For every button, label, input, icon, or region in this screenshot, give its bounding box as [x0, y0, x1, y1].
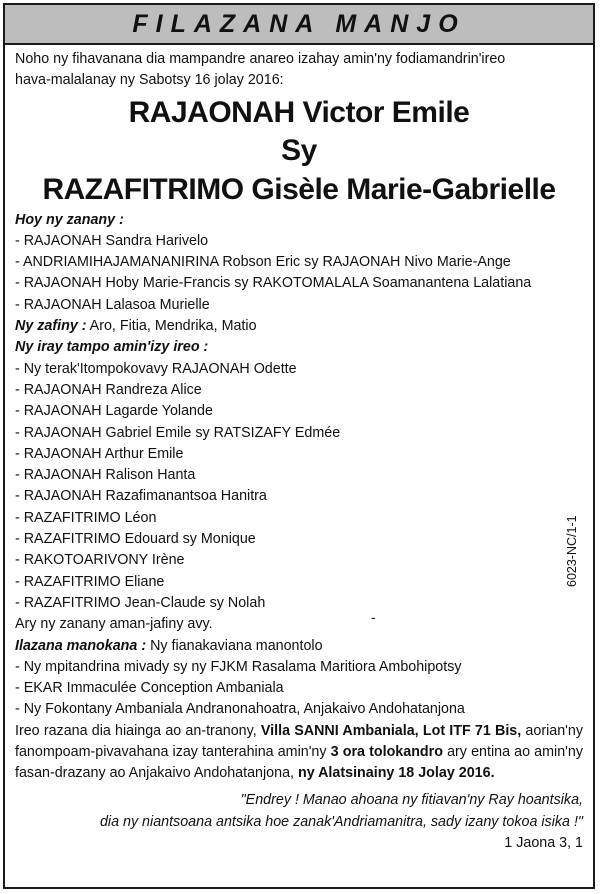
ref-code-wrap	[565, 477, 585, 587]
intro-line: Noho ny fihavanana dia mampandre anareo izahay amin'ny fodiamandrin'ireo	[15, 51, 506, 67]
list-item: - Ny mpitandrina mivady sy ny FJKM Rasalama Maritiora Ambohipotsy	[15, 658, 462, 675]
list-item: - RAJAONAH Razafimanantsoa Hanitra	[15, 488, 267, 505]
list-item: - Ny terak'Itompokovavy RAJAONAH Odette	[15, 360, 297, 377]
reference-code: 6023-NC/1-1	[565, 515, 579, 587]
list-item: - RAJAONAH Ralison Hanta	[15, 467, 196, 484]
list-item: - RAKOTOARIVONY Irène	[15, 552, 185, 569]
quote-line: "Endrey ! Manao ahoana ny fitiavan'ny Ray hoantsika,	[240, 791, 583, 808]
funeral-text: Ireo razana dia hiainga ao an-tranony,	[15, 722, 261, 739]
quote-line: dia ny niantsoana antsika hoe zanak'Andriamanitra, sady izany tokoa isika !"	[99, 813, 583, 830]
grandchildren-line	[15, 316, 583, 337]
list-item: - RAZAFITRIMO Eliane	[15, 573, 165, 590]
list-item: - RAZAFITRIMO Jean-Claude sy Nolah	[15, 594, 266, 611]
list-item: - RAJAONAH Hoby Marie-Francis sy RAKOTOMALALA Soamanantena Lalatiana	[15, 275, 532, 292]
grandchildren-names: Aro, Fitia, Mendrika, Matio	[86, 318, 257, 335]
funeral-place: Villa SANNI Ambaniala, Lot ITF 71 Bis,	[260, 722, 522, 739]
wife-name: RAZAFITRIMO Gisèle Marie-Gabrielle	[42, 172, 556, 206]
funeral-notice	[3, 3, 595, 889]
list-item: - EKAR Immaculée Conception Ambaniala	[15, 680, 284, 697]
siblings-heading: Ny iray tampo amin'izy ireo :	[15, 339, 209, 356]
verse-reference: 1 Jaona 3, 1	[504, 834, 583, 851]
list-item: - Ny Fokontany Ambaniala Andranonahoatra, Anjakaivo Andohatanjona	[15, 701, 465, 718]
special-heading: Ilazana manokana :	[15, 637, 147, 654]
list-item: - RAZAFITRIMO Léon	[15, 509, 157, 526]
list-item: - RAZAFITRIMO Edouard sy Monique	[15, 531, 256, 548]
intro-line: hava-malalanay ny Sabotsy 16 jolay 2016:	[15, 72, 284, 89]
conjunction: Sy	[281, 133, 317, 167]
funeral-date: ny Alatsinainy 18 Jolay 2016.	[297, 765, 495, 782]
header-band	[5, 5, 593, 45]
bible-quote	[15, 789, 583, 833]
list-item: - RAJAONAH Gabriel Emile sy RATSIZAFY Edmée	[15, 424, 341, 441]
husband-name: RAJAONAH Victor Emile	[128, 95, 470, 129]
list-item: - RAJAONAH Lagarde Yolande	[15, 403, 213, 420]
notice-body	[5, 45, 593, 853]
funeral-text: ary entina ao amin'ny fasan-drazany ao Anjakaivo Andohatanjona,	[15, 744, 583, 782]
family-line: Ary ny zanany aman-jafiny avy.	[15, 616, 213, 633]
special-text: Ny fianakaviana manontolo	[146, 637, 323, 654]
funeral-paragraph	[15, 721, 583, 785]
special-line	[15, 636, 583, 657]
list-item: - RAJAONAH Randreza Alice	[15, 381, 202, 398]
children-heading: Hoy ny zanany :	[15, 211, 124, 228]
list-item: - RAJAONAH Lalasoa Murielle	[15, 296, 210, 313]
stray-dash: -	[371, 609, 376, 625]
list-item: - RAJAONAH Arthur Emile	[15, 445, 184, 462]
list-item: - ANDRIAMIHAJAMANANIRINA Robson Eric sy RAJAONAH Nivo Marie-Ange	[15, 254, 511, 271]
funeral-text: aorian'ny fanompoam-pivavahana izay tanterahina amin'ny	[15, 722, 584, 761]
notice-title: FILAZANA MANJO	[132, 9, 466, 38]
list-item: - RAJAONAH Sandra Harivelo	[15, 232, 209, 249]
grandchildren-heading: Ny zafiny :	[15, 318, 87, 335]
funeral-time: 3 ora tolokandro	[330, 744, 443, 761]
